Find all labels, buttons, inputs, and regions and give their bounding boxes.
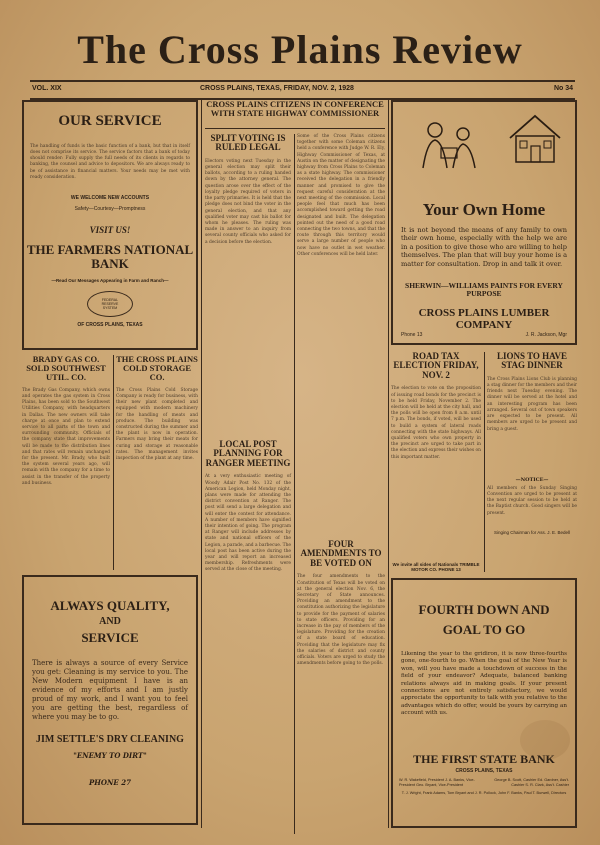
storage-headline: THE CROSS PLAINS COLD STORAGE CO. bbox=[116, 354, 198, 382]
first-state-bank-name: THE FIRST STATE BANK bbox=[413, 752, 555, 766]
road-tax-headline: ROAD TAX ELECTION FRIDAY, NOV. 2 bbox=[393, 351, 479, 380]
amendments-article bbox=[297, 540, 385, 830]
column-rule bbox=[201, 98, 202, 828]
quality-heading-3: SERVICE bbox=[81, 630, 139, 646]
own-home-heading: Your Own Home bbox=[422, 200, 546, 219]
local-post-body: At a very enthusiastic meeting of Woody Adair Post No. 132 of the American Legion, held Monday night, plans were made for attending the district convention at Ranger. The post will send a large delegation and will enter the contest for attendance. A number of members have signified their intention of going. The program at Ranger will include addresses by state and national officers of the Legion, a parade, and a barbecue. The local post has been active during the year and will report an increased membership. Refreshments were served at the close of the meeting. bbox=[205, 474, 291, 573]
conference-headline: CROSS PLAINS CITIZENS IN CONFERENCE WITH STATE HIGHWAY COMMISSIONER bbox=[206, 99, 384, 118]
gas-body: The Brady Gas Company, which owns and operates the gas system in Cross Plains, has been sold to the Southwest Utilities Company, with headquarters in Dallas. The new owners will take charge at once and plan to extend service to all parts of the town and surrounding community. Officials of the company state that improvements will be made to the distribution lines and that rates will remain unchanged for the present. Mr. Brady, who built the system several years ago, will remain with the company for a time to assist in the transfer of the property and business. bbox=[22, 387, 110, 486]
lumber-manager: J. R. Jackson, Mgr bbox=[525, 332, 567, 338]
bank-ad-body: The handling of funds is the basic function of a bank, but that in itself does not comprise its service. The service factors that a bank of today should render: Fully supply the full needs of its clients in regards to banking, the counsel and advice to depositors. We are always ready to be of assistance in financial matters. Your needs may be met with ready consideration. bbox=[30, 143, 190, 180]
gas-article bbox=[22, 355, 110, 570]
lumber-company-name: CROSS PLAINS LUMBER COMPANY bbox=[418, 307, 550, 331]
quality-heading-1: ALWAYS QUALITY, bbox=[50, 598, 170, 613]
fourth-down-body: Likening the year to the gridiron, it is now three-fourths gone, one-fourth to go. When the goal of the New Year is won, will you have made a touchdown of success in the field of your endeavor? Adequate, balanced banking relations always aid in making goals. If your present connections are not entirely satisfactory, we would appreciate the opportunity to talk with you relative to the advantages which do offer, would be yours by carrying an account with us. bbox=[401, 651, 567, 717]
volume-label: VOL. XIX bbox=[32, 85, 62, 92]
own-home-body: It is not beyond the means of any family to own their own home, especially with the help we are in a position to give those who are willing to help themselves. The plan that will buy your home is a matter for consultation. Drop in and talk it over. bbox=[401, 226, 567, 268]
road-tax-body: The election to vote on the proposition of issuing road bonds for the precinct is to be held Friday, November 2. The election will be held at the city hall, and the polls will be open from 8 a.m. until 7 p.m. The bonds, if voted, will be used to build a system of lateral roads connecting with the state highways. All qualified voters who own property in the precinct are urged to take part in the election and express their wishes on this important matter. bbox=[391, 386, 481, 460]
amendments-body: The four amendments to the Constitution of Texas will be voted on at the general election Nov. 6, the Secretary of State announces. Providing an amendment to the constitution authorizing the legislature to provide for the payment of salaries to state officers. Providing for an increase in the pay of members of the legislature. Providing for the creation of a state board of education. Providing that the legislature may fix the salaries of district and county officials. Voters are urged to study the amendments before going to the polls. bbox=[297, 574, 385, 667]
farmers-bank-ad bbox=[22, 100, 198, 350]
welcome-text: WE WELCOME NEW ACCOUNTS bbox=[70, 194, 150, 201]
column-rule bbox=[484, 352, 485, 572]
split-voting-headline: SPLIT VOTING IS RULED LEGAL bbox=[210, 133, 286, 153]
officers-right: George B. Scott, Cashier Ed. Gardner, Ass't. Cashier S. R. Clark, Ass't. Cashier bbox=[494, 777, 569, 787]
notice-signature: Singing Chairman for Ass. J. E. Bedell bbox=[493, 529, 571, 535]
first-state-location: CROSS PLAINS, TEXAS bbox=[455, 767, 513, 774]
lions-body: The Cross Plains Lions Club is planning a stag dinner for the members and their friends next Tuesday evening. The dinner will be served at the hotel and an interesting program has been arranged. Several out of town speakers are expected to be present. All members are urged to be present and bring a guest. bbox=[487, 376, 577, 432]
gas-headline: BRADY GAS CO. SOLD SOUTHWEST UTIL. CO. bbox=[26, 354, 106, 382]
amendments-headline: FOUR AMENDMENTS TO BE VOTED ON bbox=[300, 539, 382, 568]
family-reading-icon bbox=[409, 110, 489, 170]
lions-headline: LIONS TO HAVE STAG DINNER bbox=[496, 351, 568, 371]
local-post-headline: LOCAL POST PLANNING FOR RANGER MEETING bbox=[205, 439, 291, 468]
visit-text: VISIT US! bbox=[89, 225, 131, 235]
column-rule bbox=[388, 98, 389, 828]
quality-heading-2: AND bbox=[99, 615, 121, 627]
local-post-article bbox=[205, 440, 291, 830]
directors-line: T. J. Wright, Frank Adams, Tom Bryant and J. R. Pollock, John F. Banks, Paul T. Burwell, Directors bbox=[401, 790, 567, 795]
first-state-bank-ad bbox=[391, 578, 577, 828]
masthead-title: The Cross Plains Review bbox=[77, 27, 523, 72]
lumber-company-ad bbox=[391, 100, 577, 345]
house-icon bbox=[505, 110, 565, 165]
place-date: CROSS PLAINS, TEXAS, FRIDAY, NOV. 2, 1928 bbox=[200, 85, 354, 92]
officers-left: W. R. Wakefield, President J. A. Banks, Vice-President Geo. Bryant, Vice-President bbox=[399, 777, 475, 787]
bank-tagline: —Read Our Messages Appearing in Farm and Ranch— bbox=[51, 277, 169, 283]
issue-number: No 34 bbox=[553, 85, 573, 92]
lumber-phone: Phone 13 bbox=[401, 332, 423, 338]
dry-cleaning-ad bbox=[22, 575, 198, 825]
split-voting-article bbox=[205, 134, 291, 434]
dateline-bar bbox=[30, 80, 575, 100]
conference-article bbox=[297, 134, 385, 564]
notice-heading: —NOTICE— bbox=[515, 476, 549, 483]
quality-body: There is always a source of every Service you get: Cleaning is my service to you. The New Modern equipment I have is an evidence of my efforts and I am justly proud of my work, and I want you to feel you are getting the best, regardless of where you may be to go. bbox=[32, 658, 188, 721]
column-rule bbox=[294, 134, 295, 834]
road-tax-article bbox=[391, 352, 481, 572]
conference-body: Some of the Cross Plains citizens together with some Coleman citizens held a conference with Judge W. R. Ely, Highway Commissioner of Texas, at Austin on the matter of designating the highway from Cross Plains to Coleman as a state highway. The commissioner received the delegation in a friendly manner and promised to give the request careful consideration at the next meeting of the commission. Local people feel that much has been accomplished toward getting the road designated and built. The delegation pointed out the need of a good road connecting the two towns, and that the route through this territory would serve a large number of people who now have no outlet in wet weather. Other conferences will be held later. bbox=[297, 134, 385, 257]
headline-rule bbox=[205, 128, 385, 129]
lions-article bbox=[487, 352, 577, 572]
column-rule bbox=[113, 355, 114, 570]
motto-text: Safety—Courtesy—Promptness bbox=[74, 206, 146, 212]
cold-storage-article bbox=[116, 355, 198, 570]
split-voting-body: Electors voting next Tuesday in the general election may split their ballots, according to a ruling handed down by the attorney general. The question arose over the effect of the loyalty pledge required of voters in the party primaries. It is held that the pledge does not bind the voter in the general election, and that any qualified voter may cast his ballot for whom he pleases. The ruling was made in answer to an inquiry from several county officials who asked for a decision before the election. bbox=[205, 158, 291, 245]
bank-ad-heading: OUR SERVICE bbox=[58, 113, 162, 129]
cleaner-phone: PHONE 27 bbox=[89, 778, 131, 788]
cleaner-name: JIM SETTLE'S DRY CLEANING bbox=[36, 733, 184, 745]
federal-reserve-seal: FEDERAL RESERVE SYSTEM bbox=[87, 291, 133, 317]
notice-body: All members of the Sunday Singing Convention are urged to be present at the next regular session to be held at the Baptist church. Good singers will be present. bbox=[487, 485, 577, 516]
bank-name: THE FARMERS NATIONAL BANK bbox=[26, 242, 194, 272]
paint-line: SHERWIN—WILLIAMS PAINTS FOR EVERY PURPOSE bbox=[405, 281, 563, 298]
cleaner-slogan: "ENEMY TO DIRT" bbox=[73, 751, 147, 761]
fourth-down-heading: FOURTH DOWN AND GOAL TO GO bbox=[418, 602, 550, 637]
storage-body: The Cross Plains Cold Storage Company is ready for business, with their new plant completed and equipped with modern machinery for the handling of meats and produce. The building was constructed during the summer and the plant is now in operation. Farmers may bring their meats for curing and storage at reasonable rates. The management invites inspection of the plant at any time. bbox=[116, 387, 198, 461]
road-tax-note: We invite all sides of Nationals TRIMBLE MOTOR CO. PHONE 13 bbox=[392, 562, 480, 573]
bank-location: OF CROSS PLAINS, TEXAS bbox=[77, 321, 143, 328]
